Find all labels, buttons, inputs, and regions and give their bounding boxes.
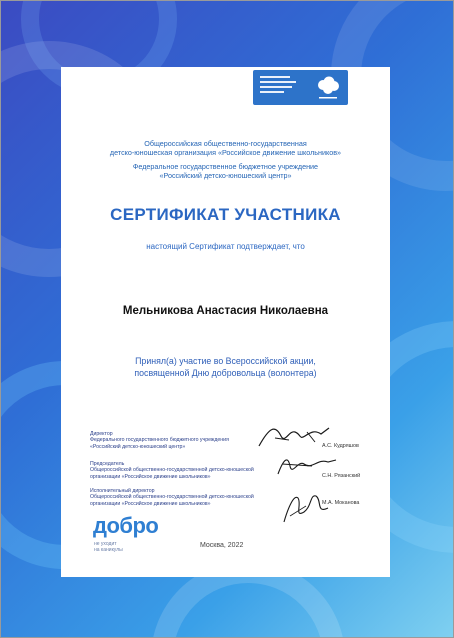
signer-org-line2: «Российский детско-юношеский центр» [90,443,186,450]
signature-kudryashov [255,420,335,450]
national-projects-emblem [260,76,298,100]
signer-title: Исполнительный директор [90,488,155,494]
signer-org-line1: Общероссийской общественно-государственной детско-юношеской [90,467,254,474]
signer-name: С.Н. Рязанский [322,473,361,479]
action-description [61,355,390,379]
action-line2: посвященной Дню добровольца (волонтера) [134,368,317,378]
org1-line1: Общероссийская общественно-государственная [144,139,307,148]
signer-title: Директор [90,431,113,437]
org1-line2: детско-юношеская организация «Российское движение школьников» [109,148,342,157]
organization-rdsh [61,139,390,157]
dobro-tagline [94,541,123,553]
org2-line1: Федеральное государственное бюджетное учреждение [132,162,319,171]
certificate-title: СЕРТИФИКАТ УЧАСТНИКА [110,205,341,224]
signer-org-line1: Федерального государственного бюджетного учреждения [90,437,229,444]
signer-title: Председатель [90,461,125,467]
certificate-subtitle: настоящий Сертификат подтверждает, что [146,242,305,251]
recipient-name: Мельникова Анастасия Николаевна [122,305,329,317]
dobro-logo: добро [93,513,159,538]
signer-org-line1: Общероссийской общественно-государственной детско-юношеской [90,494,254,501]
signer-name: М.А. Моканова [322,500,360,506]
action-line1: Принял(а) участие во Всероссийской акции, [135,356,316,366]
org2-line2: «Российский детско-юношеский центр» [159,171,292,180]
organization-rdyuts [61,162,390,180]
signer-org-line2: организации «Российское движение школьников» [90,473,211,480]
tagline-line1: не уходит [94,541,117,547]
signature-mokanova [276,488,336,528]
city-year: Москва, 2022 [200,542,244,549]
tagline-line2: на каникулы [94,547,123,553]
signer-org-line2: организации «Российское движение школьников» [90,500,211,507]
signature-ryazansky [272,452,342,480]
signer-name: А.С. Кудряшов [322,443,359,449]
rdsh-logo [312,72,344,104]
